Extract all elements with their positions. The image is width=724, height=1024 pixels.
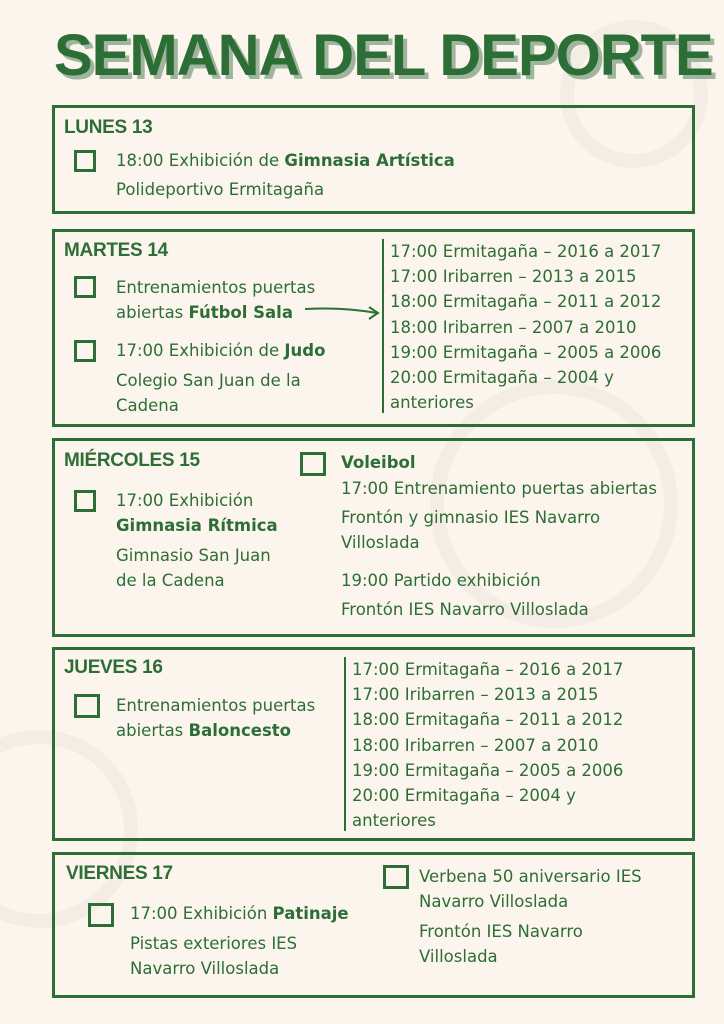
- day-label-miercoles: MIÉRCOLES 15: [64, 450, 200, 471]
- event-judo-place2: Cadena: [116, 396, 179, 415]
- checkbox-verbena[interactable]: [383, 865, 409, 889]
- event-patinaje-time: 17:00 Exhibición Patinaje: [130, 904, 349, 923]
- schedule-row: anteriores: [390, 393, 474, 413]
- event-verbena-line3: Frontón IES Navarro: [419, 922, 583, 941]
- event-gimnasia-artistica-time: 18:00 Exhibición de Gimnasia Artística: [116, 151, 455, 170]
- event-futbol-sala-line2: abiertas Fútbol Sala: [116, 303, 293, 322]
- schedule-row: 19:00 Ermitagaña – 2005 a 2006: [390, 342, 662, 362]
- day-label-lunes: LUNES 13: [64, 117, 153, 138]
- checkbox-gimnasia-artistica[interactable]: [74, 150, 96, 172]
- event-verbena-line1: Verbena 50 aniversario IES: [419, 867, 642, 886]
- schedule-row: 17:00 Ermitagaña – 2016 a 2017: [390, 242, 662, 261]
- event-gimnasia-artistica-place: Polideportivo Ermitagaña: [116, 180, 325, 199]
- schedule-futbol-sala: [382, 239, 661, 413]
- event-verbena-line4: Villoslada: [419, 947, 498, 966]
- event-gimnasia-ritmica-time: 17:00 Exhibición: [116, 491, 254, 510]
- schedule-row: 20:00 Ermitagaña – 2004 y: [352, 786, 576, 806]
- day-label-jueves: JUEVES 16: [64, 657, 163, 678]
- event-baloncesto-line2: abiertas Baloncesto: [116, 721, 291, 740]
- event-patinaje-place1: Pistas exteriores IES: [130, 934, 298, 953]
- schedule-row: 20:00 Ermitagaña – 2004 y: [390, 368, 614, 388]
- event-voleibol-line4: 19:00 Partido exhibición: [341, 571, 541, 590]
- schedule-row: 17:00 Iribarren – 2013 a 2015: [352, 685, 599, 705]
- event-judo-time: 17:00 Exhibición de Judo: [116, 341, 326, 360]
- event-gimnasia-ritmica-place1: Gimnasio San Juan: [116, 546, 271, 565]
- schedule-row: 17:00 Ermitagaña – 2016 a 2017: [352, 660, 624, 679]
- day-label-viernes: VIERNES 17: [66, 863, 173, 884]
- event-voleibol-line1: 17:00 Entrenamiento puertas abiertas: [341, 479, 657, 498]
- event-futbol-sala-line1: Entrenamientos puertas: [116, 278, 316, 297]
- schedule-row: 18:00 Iribarren – 2007 a 2010: [352, 735, 599, 755]
- schedule-row: 18:00 Ermitagaña – 2011 a 2012: [390, 292, 662, 312]
- event-patinaje-place2: Navarro Villoslada: [130, 959, 280, 978]
- schedule-row: 18:00 Iribarren – 2007 a 2010: [390, 317, 637, 337]
- checkbox-gimnasia-ritmica[interactable]: [74, 490, 96, 512]
- schedule-row: 17:00 Iribarren – 2013 a 2015: [390, 267, 637, 287]
- event-voleibol-line2: Frontón y gimnasio IES Navarro: [341, 508, 601, 527]
- arrow-right-icon: [303, 303, 381, 321]
- schedule-row: 19:00 Ermitagaña – 2005 a 2006: [352, 760, 624, 780]
- checkbox-futbol-sala[interactable]: [74, 276, 96, 298]
- checkbox-voleibol[interactable]: [300, 452, 326, 476]
- event-gimnasia-ritmica-place2: de la Cadena: [116, 571, 225, 590]
- event-baloncesto-line1: Entrenamientos puertas: [116, 696, 316, 715]
- event-voleibol-sport: Voleibol: [341, 453, 416, 472]
- checkbox-baloncesto[interactable]: [74, 694, 100, 718]
- schedule-row: anteriores: [352, 811, 436, 831]
- schedule-baloncesto: [344, 657, 623, 831]
- event-verbena-line2: Navarro Villoslada: [419, 892, 569, 911]
- day-label-martes: MARTES 14: [64, 240, 168, 261]
- checkbox-judo[interactable]: [74, 340, 96, 362]
- event-voleibol-line5: Frontón IES Navarro Villoslada: [341, 600, 589, 619]
- event-voleibol-line3: Villoslada: [341, 533, 420, 552]
- checkbox-patinaje[interactable]: [88, 903, 114, 927]
- event-gimnasia-ritmica-sport: Gimnasia Rítmica: [116, 516, 278, 535]
- page-title: SEMANA DEL DEPORTE: [54, 23, 713, 88]
- event-judo-place1: Colegio San Juan de la: [116, 371, 301, 390]
- schedule-row: 18:00 Ermitagaña – 2011 a 2012: [352, 710, 624, 730]
